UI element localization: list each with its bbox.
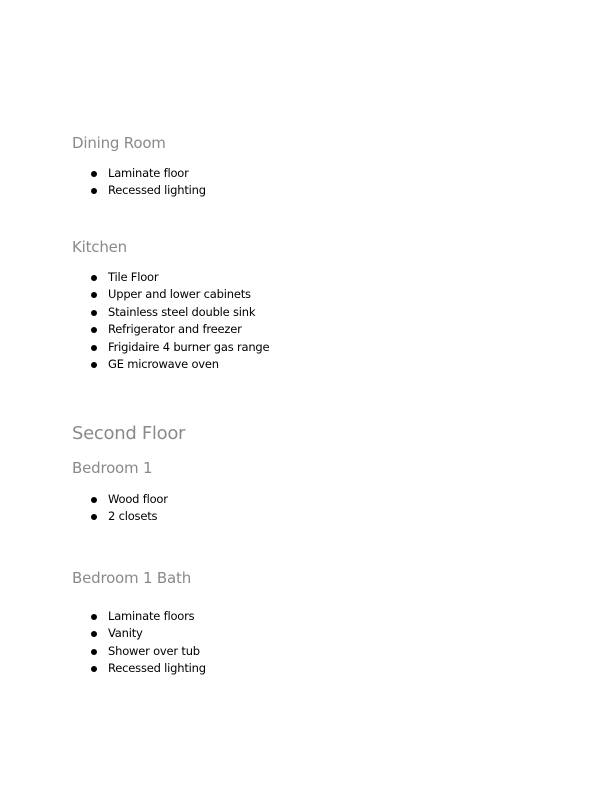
- heading-kitchen: Kitchen: [72, 238, 127, 256]
- heading-bedroom-1-bath: Bedroom 1 Bath: [72, 569, 191, 587]
- bullet-icon: [91, 275, 97, 281]
- list-item-text: GE microwave oven: [108, 356, 219, 371]
- bullet-icon: [91, 171, 97, 177]
- list-item-text: Refrigerator and freezer: [108, 322, 242, 337]
- list-item-text: Upper and lower cabinets: [108, 287, 251, 302]
- bullet-icon: [91, 188, 97, 194]
- heading-bedroom-1: Bedroom 1: [72, 459, 153, 477]
- list-item-text: 2 closets: [108, 509, 158, 524]
- list-item-text: Laminate floors: [108, 609, 195, 623]
- heading-second-floor: Second Floor: [72, 423, 186, 444]
- bullet-icon: [91, 362, 97, 368]
- bullet-icon: [91, 292, 97, 298]
- list-item-text: Shower over tub: [108, 643, 200, 658]
- list-item-text: Stainless steel double sink: [108, 304, 256, 319]
- bullet-icon: [91, 631, 97, 637]
- list-item-text: Recessed lighting: [108, 183, 206, 198]
- heading-dining-room: Dining Room: [72, 134, 166, 152]
- bullet-icon: [91, 514, 97, 520]
- list-item-text: Wood floor: [108, 492, 168, 506]
- bullet-icon: [91, 327, 97, 333]
- list-item-text: Vanity: [108, 626, 143, 641]
- bullet-icon: [91, 649, 97, 655]
- bullet-icon: [91, 497, 97, 503]
- bullet-icon: [91, 666, 97, 672]
- bullet-icon: [91, 614, 97, 620]
- list-item-text: Recessed lighting: [108, 661, 206, 676]
- list-item-text: Laminate floor: [108, 166, 189, 180]
- bullet-icon: [91, 310, 97, 316]
- list-item-text: Frigidaire 4 burner gas range: [108, 339, 270, 354]
- bullet-icon: [91, 345, 97, 351]
- list-item-text: Tile Floor: [108, 270, 159, 284]
